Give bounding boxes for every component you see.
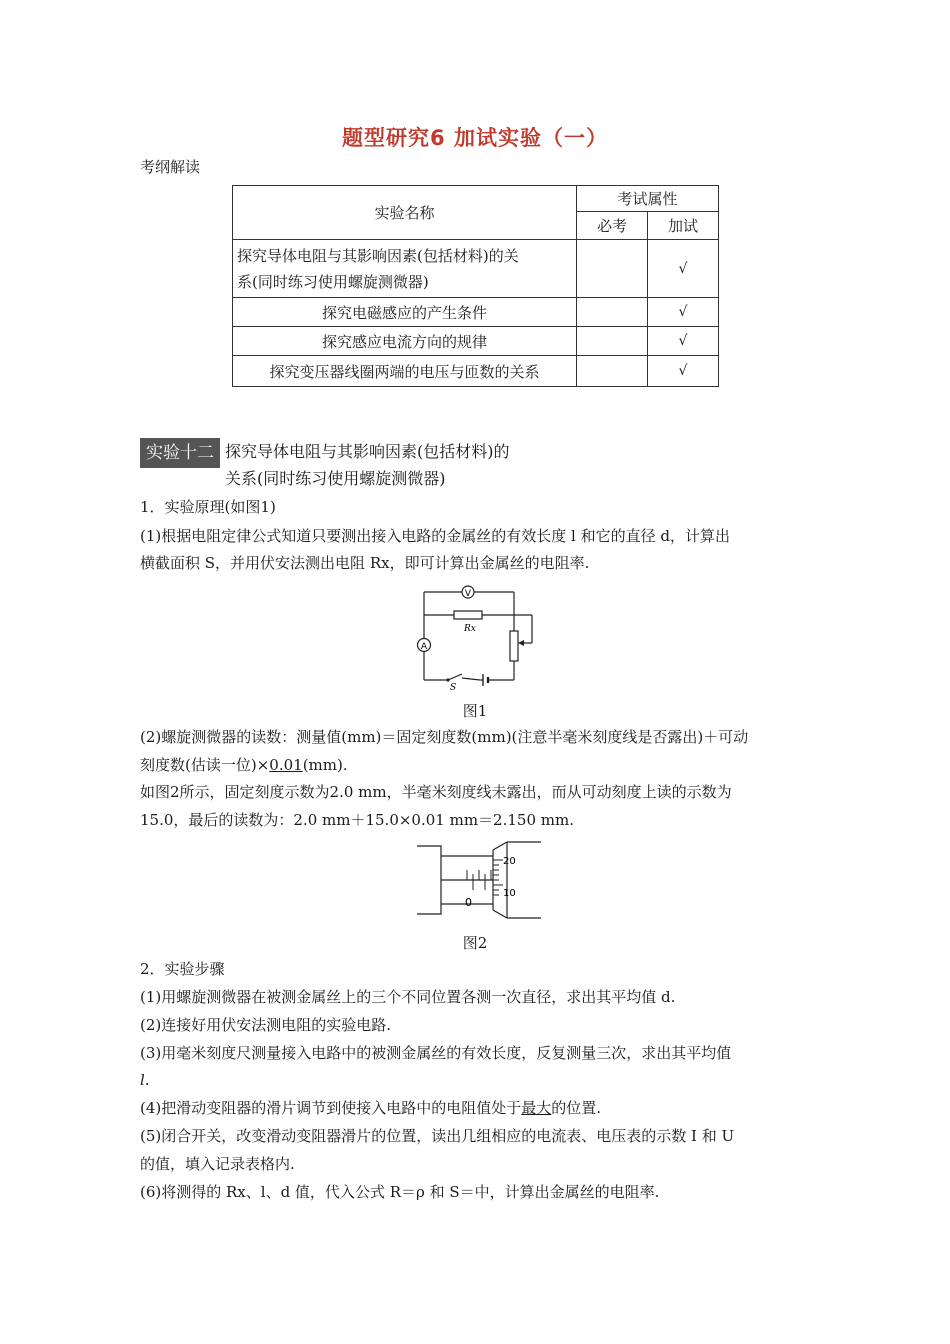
section1-p3-line2: 15.0，最后的读数为：2.0 mm＋15.0×0.01 mm＝2.150 mm. bbox=[140, 811, 574, 829]
table-row bbox=[233, 240, 719, 298]
table-row bbox=[233, 298, 719, 327]
table-row bbox=[233, 327, 719, 356]
row-required bbox=[577, 240, 648, 298]
step-5-line2: 的值，填入记录表格内. bbox=[140, 1155, 295, 1173]
resistor-label: Rx bbox=[464, 624, 476, 634]
thimble-label-10: 10 bbox=[503, 888, 516, 899]
switch-lever bbox=[448, 674, 462, 680]
section1-p2-line1: (2)螺旋测微器的读数：测量值(mm)＝固定刻度数(mm)(注意半毫米刻度线是否露出)＋可动 bbox=[140, 728, 749, 746]
row-name: 探究电磁感应的产生条件 bbox=[233, 298, 577, 327]
col-required-header: 必考 bbox=[577, 212, 648, 240]
row-name: 探究感应电流方向的规律 bbox=[233, 327, 577, 356]
experiment-badge: 实验十二 bbox=[140, 438, 220, 468]
step-3-line1: (3)用毫米刻度尺测量接入电路中的被测金属丝的有效长度，反复测量三次，求出其平均值 bbox=[140, 1044, 732, 1062]
resistor-symbol bbox=[454, 611, 482, 619]
section1-p2-line2: 刻度数(估读一位)×0.01(mm). bbox=[140, 756, 348, 774]
syllabus-label: 考纲解读 bbox=[140, 158, 201, 176]
row-required bbox=[577, 298, 648, 327]
figure2-caption: 图2 bbox=[462, 934, 488, 952]
section2-heading: 2．实验步骤 bbox=[140, 960, 225, 978]
page-title: 题型研究6 加试实验（一） bbox=[342, 126, 608, 150]
voltmeter-label: V bbox=[464, 589, 472, 599]
row-name: 探究导体电阻与其影响因素(包括材料)的关 系(同时练习使用螺旋测微器) bbox=[233, 240, 577, 298]
syllabus-table bbox=[232, 185, 719, 387]
row-extra-check: √ bbox=[648, 356, 719, 387]
section1-p1-line1: (1)根据电阻定律公式知道只要测出接入电路的金属丝的有效长度 l 和它的直径 d，计算出 bbox=[140, 527, 730, 545]
section1-heading: 1．实验原理(如图1) bbox=[140, 498, 276, 516]
row-name: 探究变压器线圈两端的电压与匝数的关系 bbox=[233, 356, 577, 387]
row-extra-check: √ bbox=[648, 298, 719, 327]
section1-p1-line2: 横截面积 S，并用伏安法测出电阻 Rx，即可计算出金属丝的电阻率. bbox=[140, 554, 590, 572]
row-extra-check: √ bbox=[648, 240, 719, 298]
circuit-diagram bbox=[410, 585, 550, 690]
step-3-line2: l. bbox=[140, 1071, 150, 1089]
rheostat-symbol bbox=[510, 631, 518, 661]
rheostat-slider bbox=[518, 640, 524, 646]
step-1: (1)用螺旋测微器在被测金属丝上的三个不同位置各测一次直径，求出其平均值 d. bbox=[140, 988, 676, 1006]
thimble-label-20: 20 bbox=[503, 856, 516, 867]
step-4: (4)把滑动变阻器的滑片调节到使接入电路中的电阻值处于最大的位置. bbox=[140, 1099, 602, 1117]
fixed-scale-zero-label: 0 bbox=[465, 896, 472, 909]
col-extra-header: 加试 bbox=[648, 212, 719, 240]
step-2: (2)连接好用伏安法测电阻的实验电路. bbox=[140, 1016, 392, 1034]
thimble-scale-ticks bbox=[493, 860, 503, 895]
section1-p3-line1: 如图2所示，固定刻度示数为2.0 mm，半毫米刻度线未露出，而从可动刻度上读的示数为 bbox=[140, 783, 732, 801]
experiment-title-line1: 探究导体电阻与其影响因素(包括材料)的 bbox=[225, 442, 510, 461]
table-row bbox=[233, 356, 719, 387]
step-5-line1: (5)闭合开关，改变滑动变阻器滑片的位置，读出几组相应的电流表、电压表的示数 I 和 U bbox=[140, 1127, 735, 1145]
step-6: (6)将测得的 Rx、l、d 值，代入公式 R＝ρ 和 S＝中，计算出金属丝的电阻率. bbox=[140, 1183, 660, 1201]
micrometer-diagram bbox=[417, 840, 542, 920]
ammeter-label: A bbox=[420, 642, 428, 652]
col-name-header: 实验名称 bbox=[233, 186, 577, 240]
row-required bbox=[577, 327, 648, 356]
row-extra-check: √ bbox=[648, 327, 719, 356]
switch-label: S bbox=[450, 683, 457, 690]
row-required bbox=[577, 356, 648, 387]
experiment-title-line2: 关系(同时练习使用螺旋测微器) bbox=[225, 469, 446, 488]
figure1-caption: 图1 bbox=[462, 702, 488, 720]
col-group-header: 考试属性 bbox=[577, 186, 719, 212]
